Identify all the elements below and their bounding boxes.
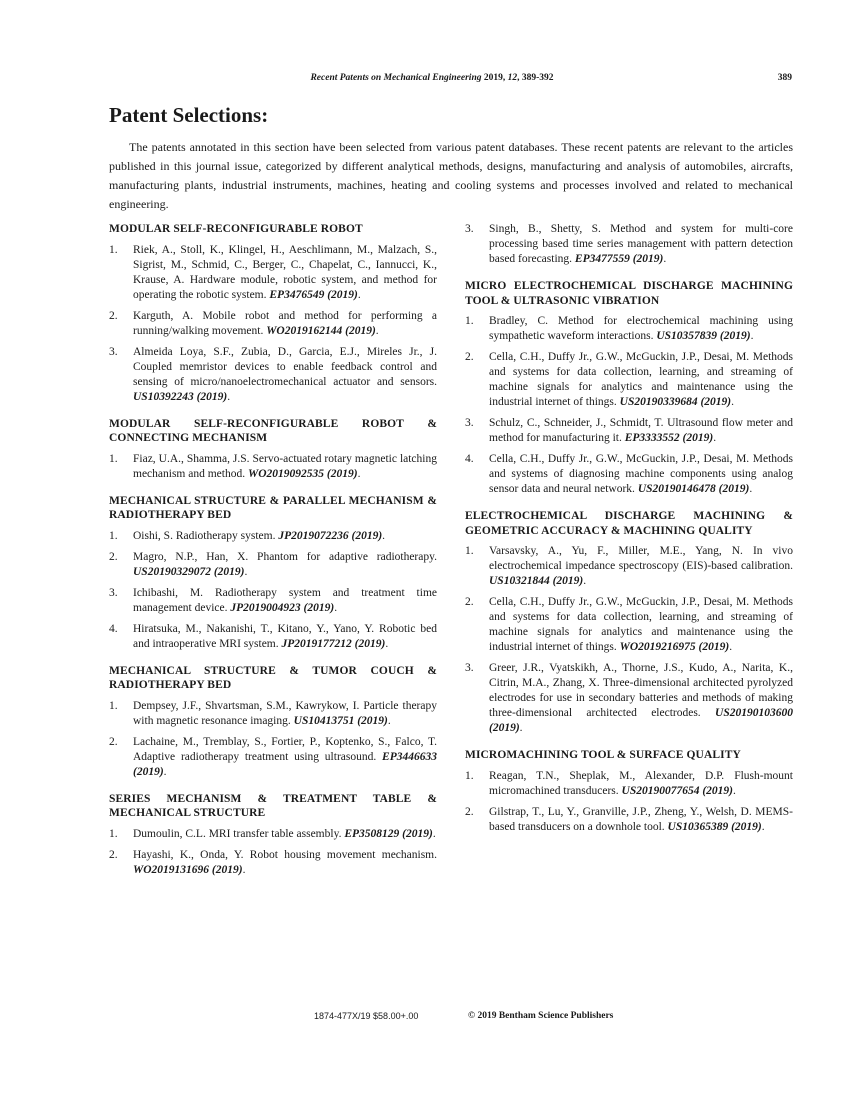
entry-citation: Hayashi, K., Onda, Y. Robot housing movement mechanism. bbox=[133, 848, 437, 861]
entry-number: 3. bbox=[109, 345, 118, 358]
entry-number: 2. bbox=[465, 351, 474, 363]
patent-section bbox=[109, 664, 437, 780]
patent-entry bbox=[465, 769, 793, 799]
section-heading: MICROMACHINING TOOL & SURFACE QUALITY bbox=[465, 749, 741, 761]
entry-end: . bbox=[761, 820, 765, 833]
patent-section bbox=[465, 279, 793, 497]
entry-text bbox=[133, 550, 437, 580]
patent-number: US20190077654 (2019) bbox=[621, 784, 734, 797]
entry-end: . bbox=[227, 390, 231, 403]
entry-text bbox=[133, 309, 437, 339]
entry-number: 1. bbox=[465, 315, 474, 327]
section-heading: MECHANICAL STRUCTURE & PARALLEL MECHANISM & RADIOTHERAPY BED bbox=[109, 494, 437, 521]
patent-entry bbox=[109, 550, 437, 580]
entry-end: . bbox=[382, 529, 386, 542]
patent-entry bbox=[465, 222, 793, 267]
patent-entry bbox=[465, 661, 793, 736]
entry-citation: Lachaine, M., Tremblay, S., Fortier, P., Koptenko, S., Falco, T. Adaptive radiotherapy treatment using ultrasound. bbox=[133, 735, 437, 763]
entry-text bbox=[133, 529, 437, 544]
section-heading: ELECTROCHEMICAL DISCHARGE MACHINING & GEOMETRIC ACCURACY & MACHINING QUALITY bbox=[465, 510, 793, 537]
patent-number: EP3477559 (2019) bbox=[574, 253, 664, 265]
entry-end: . bbox=[242, 863, 246, 876]
right-column bbox=[465, 222, 793, 847]
patent-section bbox=[109, 494, 437, 652]
entry-end: . bbox=[733, 784, 736, 797]
patent-number: WO2019092535 (2019) bbox=[247, 467, 358, 480]
entry-citation: Magro, N.P., Han, X. Phantom for adaptive radiotherapy. bbox=[133, 550, 437, 563]
entry-text bbox=[489, 661, 793, 736]
patent-number: US20190146478 (2019) bbox=[637, 483, 750, 495]
entry-citation: Fiaz, U.A., Shamma, J.S. Servo-actuated rotary magnetic latching mechanism and method. bbox=[133, 452, 437, 480]
entry-text bbox=[133, 848, 437, 878]
entry-end: . bbox=[713, 432, 717, 444]
patent-number: JP2019072236 (2019) bbox=[278, 529, 383, 542]
entry-citation: Oishi, S. Radiotherapy system. bbox=[133, 529, 279, 542]
entry-text bbox=[133, 243, 437, 303]
patent-number: JP2019177212 (2019) bbox=[281, 637, 386, 650]
entry-citation: Riek, A., Stoll, K., Klingel, H., Aeschlimann, M., Malzach, S., Sigrist, M., Schmid, C., Berger, C., Chapelat, C., Iannucci, K., Krause, A. Hardware module, robotic system, and method for operating the robotic system. bbox=[133, 243, 437, 301]
patent-number: EP3446633 (2019) bbox=[133, 750, 437, 778]
entry-citation: Cella, C.H., Duffy Jr., G.W., McGuckin, J.P., Desai, M. Methods and systems of diagnosing machine components using analog sensor data and neural network. bbox=[489, 453, 793, 495]
patent-number: US10392243 (2019) bbox=[133, 390, 228, 403]
patent-number: US10321844 (2019) bbox=[489, 575, 584, 587]
entry-text bbox=[133, 699, 437, 729]
patent-number: WO2019162144 (2019) bbox=[266, 324, 376, 337]
entry-number: 3. bbox=[109, 586, 118, 599]
entry-end: . bbox=[583, 575, 587, 587]
page-number: 389 bbox=[777, 73, 792, 83]
entry-text bbox=[489, 222, 793, 267]
patent-entry bbox=[109, 827, 437, 842]
entry-number: 2. bbox=[109, 309, 118, 322]
entry-number: 2. bbox=[465, 596, 474, 608]
entry-number: 4. bbox=[109, 622, 118, 635]
entry-end: . bbox=[387, 714, 391, 727]
entry-citation: Greer, J.R., Vyatskikh, A., Thorne, J.S., Kudo, A., Narita, K., Citrin, M.A., Zhang, X. Three-dimensional architected pyrolyzed electrodes for use in secondary batteries and methods of making three-dimensional architected electrodes. bbox=[489, 662, 793, 719]
page-footer bbox=[0, 1011, 864, 1025]
entry-end: . bbox=[163, 765, 167, 778]
section-heading: MICRO ELECTROCHEMICAL DISCHARGE MACHINING TOOL & ULTRASONIC VIBRATION bbox=[465, 280, 793, 307]
patent-number: US20190339684 (2019) bbox=[619, 396, 732, 408]
entry-text bbox=[133, 452, 437, 482]
patent-entry bbox=[109, 735, 437, 780]
patent-entry bbox=[465, 314, 793, 344]
patent-number: EP3508129 (2019) bbox=[344, 827, 433, 840]
patent-number: WO2019216975 (2019) bbox=[619, 641, 730, 653]
entry-end: . bbox=[334, 601, 338, 614]
entry-citation: Cella, C.H., Duffy Jr., G.W., McGuckin, J.P., Desai, M. Methods and systems for data collection, learning, and streaming of machine signals for analytics and maintenance using the industrial internet of things. bbox=[489, 596, 793, 653]
patent-section bbox=[465, 509, 793, 736]
entry-end: . bbox=[750, 330, 754, 342]
journal-volume: 12 bbox=[507, 73, 518, 83]
entry-text bbox=[133, 827, 437, 842]
journal-year: 2019, bbox=[481, 73, 508, 83]
entry-end: . bbox=[357, 467, 361, 480]
entry-number: 3. bbox=[465, 223, 474, 235]
entry-number: 2. bbox=[109, 735, 118, 748]
entry-text bbox=[133, 622, 437, 652]
entry-end: . bbox=[357, 288, 361, 301]
section-heading: SERIES MECHANISM & TREATMENT TABLE & MECHANICAL STRUCTURE bbox=[109, 792, 437, 819]
entry-number: 1. bbox=[109, 529, 118, 542]
entry-citation: Varsavsky, A., Yu, F., Miller, M.E., Yang, N. In vivo electrochemical impedance spectroscopy (EIS)-based calibration. bbox=[489, 545, 793, 572]
entry-citation: Almeida Loya, S.F., Zubia, D., Garcia, E.J., Mireles Jr., J. Coupled memristor devices to enable feedback control and sensing of micro/nanoelectromechanical actuator and sensors. bbox=[133, 345, 437, 388]
entry-text bbox=[489, 350, 793, 410]
entry-number: 1. bbox=[465, 545, 474, 557]
entry-citation: Reagan, T.N., Sheplak, M., Alexander, D.P. Flush-mount micromachined transducers. bbox=[489, 769, 793, 797]
patent-number: US10365389 (2019) bbox=[667, 820, 762, 833]
entry-text bbox=[489, 416, 793, 446]
entry-text bbox=[489, 595, 793, 655]
entry-citation: Singh, B., Shetty, S. Method and system for multi-core processing based time series management with pattern detection based forecasting. bbox=[489, 223, 793, 265]
patent-entry bbox=[465, 452, 793, 497]
entry-end: . bbox=[749, 483, 753, 495]
intro-paragraph: The patents annotated in this section have been selected from various patent databases. These recent patents are relevant to the articles published in this journal issue, categorized by different analytical methods, designs, manufacturing and analysis of automobiles, aircrafts, manufacturing plants, industrial instruments, machines, heating and cooling systems and processes involved and related to mechanical engineering. bbox=[109, 140, 793, 211]
section-heading: MODULAR SELF-RECONFIGURABLE ROBOT & CONNECTING MECHANISM bbox=[109, 417, 437, 444]
entry-number: 1. bbox=[109, 699, 118, 712]
entry-end: . bbox=[519, 722, 523, 734]
patent-entry bbox=[465, 416, 793, 446]
patent-number: JP2019004923 (2019) bbox=[230, 601, 335, 614]
patent-number: EP3476549 (2019) bbox=[269, 288, 358, 301]
section-heading: MECHANICAL STRUCTURE & TUMOR COUCH & RADIOTHERAPY BED bbox=[109, 664, 437, 691]
running-header bbox=[0, 73, 864, 87]
patent-section bbox=[109, 792, 437, 878]
patent-entry bbox=[465, 350, 793, 410]
patent-number: US20190103600 (2019) bbox=[489, 707, 793, 734]
entry-text bbox=[133, 735, 437, 780]
entry-number: 3. bbox=[465, 662, 474, 674]
entry-text bbox=[489, 544, 793, 589]
issn-price: 1874-477X/19 $58.00+.00 bbox=[314, 1011, 419, 1021]
patent-number: WO2019131696 (2019) bbox=[133, 863, 243, 876]
entry-end: . bbox=[375, 324, 379, 337]
patent-number: US20190329072 (2019) bbox=[133, 565, 245, 578]
journal-pages: , 389-392 bbox=[517, 73, 554, 83]
entry-end: . bbox=[729, 641, 733, 653]
entry-citation: Dempsey, J.F., Shvartsman, S.M., Kawrykow, I. Particle therapy with magnetic resonance imaging. bbox=[133, 699, 437, 727]
patent-entry bbox=[109, 452, 437, 482]
entry-text bbox=[133, 586, 437, 616]
entry-citation: Gilstrap, T., Lu, Y., Granville, J.P., Zheng, Y., Welsh, D. MEMS-based transducers on a downhole tool. bbox=[489, 805, 793, 833]
entry-number: 2. bbox=[109, 848, 118, 861]
patent-number: EP3333552 (2019) bbox=[624, 432, 714, 444]
patent-entry bbox=[109, 586, 437, 616]
patent-entry bbox=[109, 309, 437, 339]
entry-end: . bbox=[663, 253, 667, 265]
patent-section bbox=[465, 222, 793, 267]
entry-text bbox=[489, 805, 793, 835]
patent-entry bbox=[109, 345, 437, 405]
section-heading: MODULAR SELF-RECONFIGURABLE ROBOT bbox=[109, 223, 363, 235]
entry-citation: Hiratsuka, M., Nakanishi, T., Kitano, Y., Yano, Y. Robotic bed and intraoperative MRI system. bbox=[133, 622, 437, 650]
patent-entry bbox=[109, 622, 437, 652]
entry-citation: Bradley, C. Method for electrochemical machining using sympathetic waveform interactions. bbox=[489, 315, 793, 342]
entry-citation: Dumoulin, C.L. MRI transfer table assembly. bbox=[133, 827, 345, 840]
entry-number: 1. bbox=[109, 243, 118, 256]
patent-entry bbox=[109, 699, 437, 729]
entry-number: 1. bbox=[465, 769, 474, 782]
entry-text bbox=[489, 314, 793, 344]
left-column bbox=[109, 222, 437, 890]
patent-section bbox=[465, 748, 793, 835]
patent-number: US10413751 (2019) bbox=[293, 714, 388, 727]
entry-number: 1. bbox=[109, 827, 118, 840]
patent-section bbox=[109, 222, 437, 405]
entry-text bbox=[133, 345, 437, 405]
entry-number: 3. bbox=[465, 417, 474, 429]
entry-citation: Karguth, A. Mobile robot and method for performing a running/walking movement. bbox=[133, 309, 437, 337]
page-title: Patent Selections: bbox=[109, 103, 269, 127]
patent-entry bbox=[109, 848, 437, 878]
entry-end: . bbox=[244, 565, 248, 578]
entry-number: 2. bbox=[465, 805, 474, 818]
entry-citation: Schulz, C., Schneider, J., Schmidt, T. Ultrasound flow meter and method for manufacturing it. bbox=[489, 417, 793, 444]
patent-entry bbox=[465, 805, 793, 835]
entry-end: . bbox=[432, 827, 436, 840]
entry-number: 4. bbox=[465, 453, 474, 465]
patent-entry bbox=[109, 529, 437, 544]
patent-number: US10357839 (2019) bbox=[656, 330, 751, 342]
patent-entry bbox=[465, 544, 793, 589]
entry-end: . bbox=[731, 396, 735, 408]
entry-end: . bbox=[385, 637, 389, 650]
journal-name: Recent Patents on Mechanical Engineering bbox=[310, 73, 482, 83]
entry-number: 2. bbox=[109, 550, 118, 563]
entry-citation: Ichibashi, M. Radiotherapy system and treatment time management device. bbox=[133, 586, 437, 614]
patent-section bbox=[109, 417, 437, 482]
entry-text bbox=[489, 452, 793, 497]
journal-citation bbox=[0, 73, 864, 83]
entry-citation: Cella, C.H., Duffy Jr., G.W., McGuckin, J.P., Desai, M. Methods and systems for data collection, learning, and streaming of machine signals for analytics and maintenance using the industrial internet of things. bbox=[489, 351, 793, 408]
entry-text bbox=[489, 769, 793, 799]
patent-entry bbox=[465, 595, 793, 655]
copyright: © 2019 Bentham Science Publishers bbox=[468, 1011, 614, 1021]
entry-number: 1. bbox=[109, 452, 118, 465]
patent-entry bbox=[109, 243, 437, 303]
